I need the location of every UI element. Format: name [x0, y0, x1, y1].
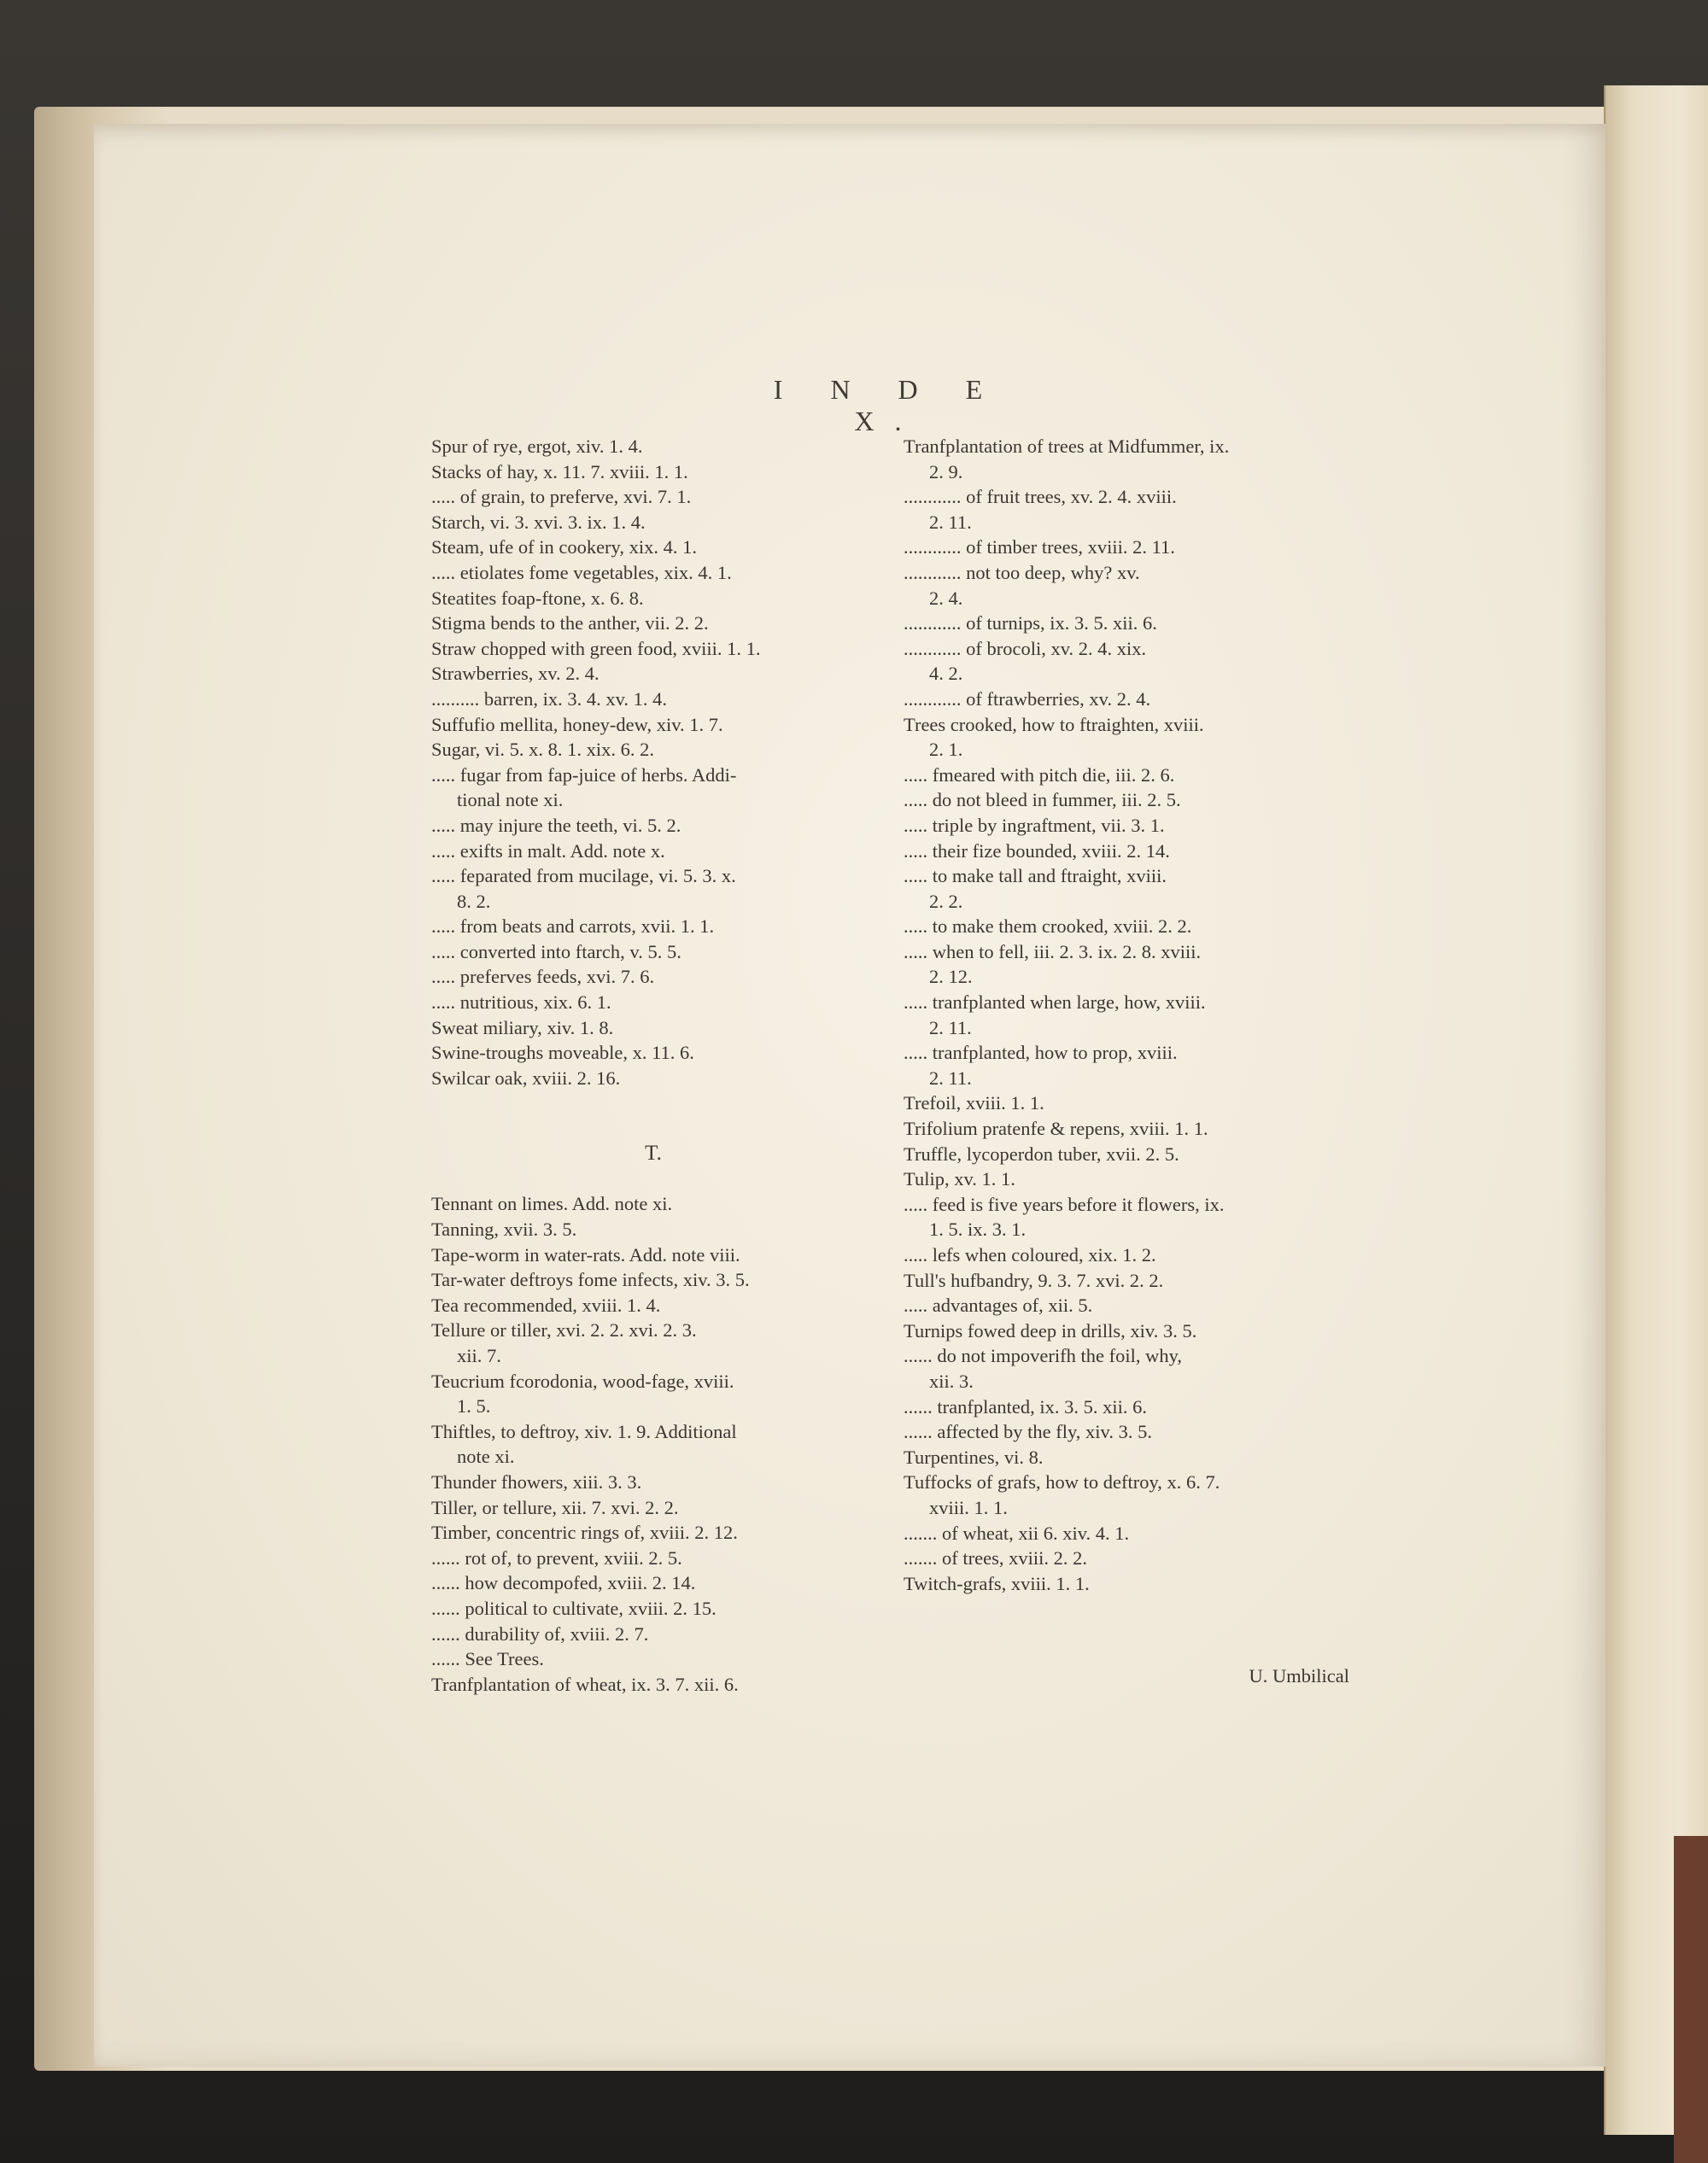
index-entry: ..... to make them crooked, xviii. 2. 2. [904, 915, 1192, 938]
index-entry: 2. 4. [929, 587, 963, 609]
index-entry: 2. 9. [929, 460, 963, 482]
index-entry: Truffle, lycoperdon tuber, xvii. 2. 5. [904, 1143, 1179, 1165]
index-entry: Starch, vi. 3. xvi. 3. ix. 1. 4. [431, 511, 646, 533]
section-letter-t: T. [645, 1142, 662, 1166]
index-entry: ..... tranfplanted when large, how, xviii. [904, 991, 1206, 1014]
index-entry: 2. 2. [929, 890, 963, 912]
index-entry: Tranfplantation of trees at Midfummer, ix. [904, 436, 1230, 457]
index-entry: .......... barren, ix. 3. 4. xv. 1. 4. [431, 687, 667, 710]
index-entry: Tar-water deftroys fome infects, xiv. 3. 5. [431, 1269, 750, 1291]
index-entry: ..... converted into ftarch, v. 5. 5. [431, 940, 681, 962]
page-title: I N D E X. [773, 374, 1003, 436]
index-entry: ....... of wheat, xii 6. xiv. 4. 1. [904, 1522, 1130, 1544]
index-entry: ..... feed is five years before it flowers, ix. [904, 1193, 1225, 1215]
index-entry: ...... tranfplanted, ix. 3. 5. xii. 6. [904, 1395, 1147, 1418]
index-section-t-continued [904, 434, 1348, 1596]
index-entry: Trefoil, xviii. 1. 1. [904, 1092, 1044, 1114]
index-entry: Tulip, xv. 1. 1. [904, 1168, 1015, 1190]
index-entry: Teucrium fcorodonia, wood-fage, xviii. [431, 1370, 734, 1392]
facing-page-edge [1604, 85, 1708, 2135]
index-column-left [431, 434, 875, 1697]
index-entry: Tanning, xvii. 3. 5. [431, 1219, 577, 1241]
index-column-right [904, 434, 1348, 1596]
index-entry: ...... See Trees. [431, 1648, 544, 1670]
index-entry: 2. 11. [929, 1016, 972, 1038]
index-entry: ...... how decompofed, xviii. 2. 14. [431, 1572, 696, 1594]
index-entry: Turnips fowed deep in drills, xiv. 3. 5. [904, 1319, 1197, 1342]
index-entry: Swine-troughs moveable, x. 11. 6. [431, 1042, 694, 1064]
index-entry: Timber, concentric rings of, xviii. 2. 12. [431, 1522, 738, 1544]
index-entry: ...... durability of, xviii. 2. 7. [431, 1622, 649, 1645]
index-entry: ..... their fize bounded, xviii. 2. 14. [904, 839, 1170, 862]
index-entry: ..... may injure the teeth, vi. 5. 2. [431, 814, 681, 836]
index-section-s [431, 434, 875, 1090]
index-entry: 2. 11. [929, 1067, 972, 1089]
index-entry: Steatites foap-ftone, x. 6. 8. [431, 587, 644, 609]
index-entry: ............ of ftrawberries, xv. 2. 4. [904, 687, 1151, 710]
index-entry: ...... political to cultivate, xviii. 2. 15. [431, 1597, 717, 1619]
index-entry: ............ not too deep, why? xv. [904, 561, 1140, 583]
index-entry: Tull's hufbandry, 9. 3. 7. xvi. 2. 2. [904, 1269, 1164, 1291]
index-entry: xii. 3. [929, 1370, 974, 1392]
index-entry: Tennant on limes. Add. note xi. [431, 1193, 673, 1215]
index-entry: ..... triple by ingraftment, vii. 3. 1. [904, 814, 1165, 836]
index-entry: 1. 5. ix. 3. 1. [929, 1219, 1027, 1241]
index-entry: ............ of timber trees, xviii. 2. 11. [904, 536, 1175, 558]
index-entry: ..... exifts in malt. Add. note x. [431, 839, 665, 862]
index-entry: Trees crooked, how to ftraighten, xviii. [904, 713, 1204, 735]
index-entry: 2. 1. [929, 739, 963, 761]
index-entry: Spur of rye, ergot, xiv. 1. 4. [431, 436, 643, 457]
index-entry: 1. 5. [457, 1395, 491, 1418]
index-entry: ..... feparated from mucilage, vi. 5. 3. x. [431, 865, 736, 887]
index-entry: Suffufio mellita, honey-dew, xiv. 1. 7. [431, 713, 723, 735]
index-entry: ..... do not bleed in fummer, iii. 2. 5. [904, 789, 1181, 811]
index-section-t [431, 1191, 875, 1697]
index-entry: Stacks of hay, x. 11. 7. xviii. 1. 1. [431, 460, 688, 482]
index-entry: ............ of brocoli, xv. 2. 4. xix. [904, 637, 1147, 659]
index-entry: ..... of grain, to preferve, xvi. 7. 1. [431, 486, 692, 508]
index-entry: Sweat miliary, xiv. 1. 8. [431, 1016, 614, 1038]
index-entry: Sugar, vi. 5. x. 8. 1. xix. 6. 2. [431, 739, 654, 761]
index-entry: Tea recommended, xviii. 1. 4. [431, 1294, 661, 1316]
index-entry: ..... preferves feeds, xvi. 7. 6. [431, 966, 655, 988]
index-entry: tional note xi. [457, 789, 564, 811]
index-entry: Thunder fhowers, xiii. 3. 3. [431, 1470, 642, 1493]
index-entry: ..... fugar from fap-juice of herbs. Addi- [431, 763, 737, 786]
index-entry: 2. 11. [929, 511, 972, 533]
index-entry: Tuffocks of grafs, how to deftroy, x. 6. 7. [904, 1471, 1220, 1494]
index-entry: ..... lefs when coloured, xix. 1. 2. [904, 1244, 1156, 1266]
index-entry: ..... fmeared with pitch die, iii. 2. 6. [904, 763, 1175, 786]
index-entry: Swilcar oak, xviii. 2. 16. [431, 1067, 621, 1089]
index-entry: xviii. 1. 1. [929, 1496, 1008, 1518]
index-entry: Twitch-grafs, xviii. 1. 1. [904, 1572, 1090, 1594]
index-entry: note xi. [457, 1446, 515, 1468]
index-entry: Turpentines, vi. 8. [904, 1446, 1044, 1468]
index-entry: ...... rot of, to prevent, xviii. 2. 5. [431, 1546, 682, 1569]
index-entry: Tiller, or tellure, xii. 7. xvi. 2. 2. [431, 1496, 679, 1518]
index-entry: Steam, ufe of in cookery, xix. 4. 1. [431, 536, 697, 558]
index-entry: ..... nutritious, xix. 6. 1. [431, 991, 611, 1014]
index-entry: xii. 7. [457, 1345, 501, 1366]
index-entry: ..... etiolates fome vegetables, xix. 4. 1. [431, 561, 732, 583]
index-entry: Straw chopped with green food, xviii. 1. 1. [431, 637, 761, 659]
index-entry: ..... from beats and carrots, xvii. 1. 1. [431, 915, 715, 938]
index-entry: 4. 2. [929, 663, 963, 685]
index-entry: Trifolium pratenfe & repens, xviii. 1. 1. [904, 1118, 1208, 1140]
index-entry: ...... affected by the fly, xiv. 3. 5. [904, 1421, 1152, 1443]
index-entry: ...... do not impoverifh the foil, why, [904, 1345, 1182, 1367]
index-entry: ..... when to fell, iii. 2. 3. ix. 2. 8. xviii. [904, 940, 1202, 962]
index-entry: ..... to make tall and ftraight, xviii. [904, 865, 1167, 887]
index-entry: Tranfplantation of wheat, ix. 3. 7. xii. 6. [431, 1673, 739, 1695]
index-entry: ..... advantages of, xii. 5. [904, 1295, 1093, 1317]
index-entry: Thiftles, to deftroy, xiv. 1. 9. Additional [431, 1420, 737, 1442]
index-entry: Strawberries, xv. 2. 4. [431, 663, 600, 685]
index-entry: Tellure or tiller, xvi. 2. 2. xvi. 2. 3. [431, 1319, 697, 1342]
index-entry: ............ of turnips, ix. 3. 5. xii. 6. [904, 612, 1157, 634]
index-entry: ............ of fruit trees, xv. 2. 4. xviii. [904, 486, 1177, 508]
index-entry: 8. 2. [457, 890, 491, 912]
catchword: U. Umbilical [1249, 1665, 1349, 1687]
index-entry: ..... tranfplanted, how to prop, xviii. [904, 1042, 1178, 1064]
index-entry: Tape-worm in water-rats. Add. note viii. [431, 1243, 740, 1266]
index-entry: 2. 12. [929, 966, 973, 988]
index-entry: Stigma bends to the anther, vii. 2. 2. [431, 612, 709, 634]
book-cover-edge [1674, 1836, 1708, 2163]
index-entry: ....... of trees, xviii. 2. 2. [904, 1547, 1087, 1570]
